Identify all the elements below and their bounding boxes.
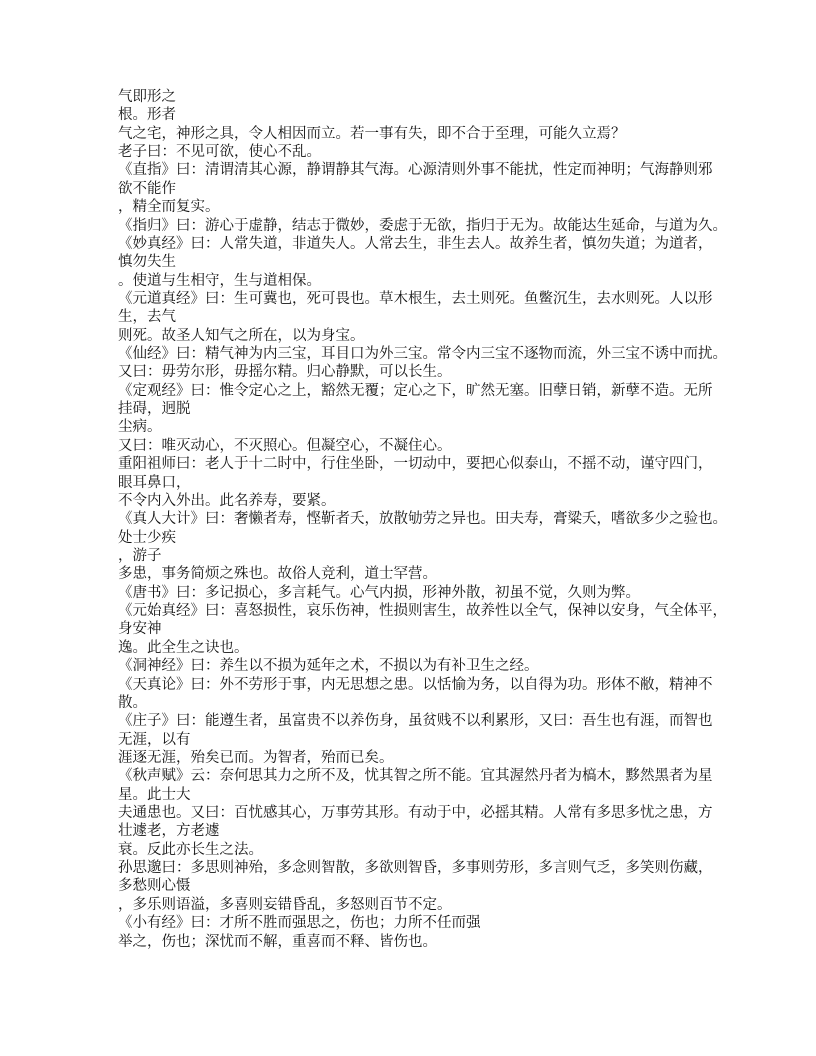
text-line: 举之，伤也；深忧而不解，重喜而不释、皆伤也。: [118, 933, 437, 950]
text-line: 挂碍，迥脱: [118, 401, 191, 418]
text-line: 不令内入外出。此名养寿，要紧。: [118, 492, 336, 509]
text-line: 欲不能作: [118, 180, 176, 197]
text-line: 《妙真经》曰：人常失道，非道失人。人常去生，非生去人。故养生者，慎勿失道；为道者，: [118, 235, 713, 252]
document-body: [118, 88, 727, 951]
text-line: 《仙经》曰：精气神为内三宝，耳目口为外三宝。常令内三宝不逐物而流，外三宝不诱中而扰。: [118, 346, 727, 363]
text-line: 《洞神经》曰：养生以不损为延年之术，不损以为有补卫生之经。: [118, 658, 539, 675]
text-line: 多患，事务简烦之殊也。故俗人竞利，道士罕营。: [118, 566, 437, 583]
text-line: 《真人大计》曰：奢懒者寿，悭靳者夭，放散劬劳之异也。田夫寿，膏粱夭，嗜欲多少之验也。: [118, 511, 727, 528]
text-line: 气之宅，神形之具，令人相因而立。若一事有失，即不合于至理，可能久立焉？: [118, 125, 626, 142]
text-line: 《定观经》曰：惟令定心之上，豁然无覆；定心之下，旷然无塞。旧孽日销，新孽不造。无所: [118, 382, 713, 399]
text-line: 生，去气: [118, 309, 176, 326]
text-line: 衰。反此亦长生之法。: [118, 841, 263, 858]
text-line: 处士少疾: [118, 529, 176, 546]
text-line: 根。形者: [118, 107, 176, 124]
text-line: 夫通患也。又曰：百忧感其心，万事劳其形。有动于中，必摇其精。人常有多思多忧之患，方: [118, 805, 713, 822]
text-line: 《天真论》曰：外不劳形于事，内无思想之患。以恬愉为务，以自得为功。形体不敝，精神不: [118, 676, 713, 693]
text-line: 无涯，以有: [118, 731, 191, 748]
text-line: 重阳祖师曰：老人于十二时中，行住坐卧，一切动中，要把心似泰山，不摇不动，谨守四门，: [118, 456, 713, 473]
text-line: 尘病。: [118, 419, 162, 436]
text-line: 慎勿失生: [118, 254, 176, 271]
text-line: 《指归》曰：游心于虚静，结志于微妙，委虑于无欲，指归于无为。故能达生延命，与道为久。: [118, 217, 727, 234]
text-line: 《小有经》曰：才所不胜而强思之，伤也；力所不任而强: [118, 915, 481, 932]
text-line: 《元道真经》曰：生可冀也，死可畏也。草木根生，去土则死。鱼鳖沉生，去水则死。人以形: [118, 290, 713, 307]
text-line: 身安神: [118, 621, 162, 638]
text-line: 又曰：唯灭动心，不灭照心。但凝空心，不凝住心。: [118, 437, 452, 454]
text-line: 。使道与生相守，生与道相保。: [118, 272, 321, 289]
text-line: 孙思邈曰：多思则神殆，多念则智散，多欲则智昏，多事则劳形，多言则气乏，多笑则伤藏，: [118, 860, 713, 877]
text-line: 又曰：毋劳尔形，毋摇尔精。归心静默，可以长生。: [118, 364, 452, 381]
text-line: 星。此士大: [118, 786, 191, 803]
text-line: 《元始真经》曰：喜怒损性，哀乐伤神，性损则害生，故养性以全气，保神以安身，气全体平，: [118, 603, 727, 620]
text-line: ，多乐则语溢，多喜则妄错昏乱，多怒则百节不定。: [118, 896, 452, 913]
text-line: 《庄子》曰：能遵生者，虽富贵不以养伤身，虽贫贱不以利累形，又曰：吾生也有涯，而智也: [118, 713, 713, 730]
text-line: 《直指》曰：清谓清其心源，静谓静其气海。心源清则外事不能扰，性定而神明；气海静则邪: [118, 162, 713, 179]
text-line: 散。: [118, 694, 147, 711]
text-line: 壮遽老，方老遽: [118, 823, 220, 840]
text-line: 眼耳鼻口，: [118, 474, 191, 491]
text-line: 《唐书》曰：多记损心，多言耗气。心气内损，形神外散，初虽不觉，久则为弊。: [118, 584, 640, 601]
text-line: 多愁则心慑: [118, 878, 191, 895]
text-line: 气即形之: [118, 89, 176, 105]
text-line: ，精全而复实。: [118, 199, 220, 216]
text-line: 涯逐无涯，殆矣已而。为智者，殆而已矣。: [118, 749, 394, 766]
text-line: 老子曰：不见可欲，使心不乱。: [118, 144, 321, 161]
text-line: ，游子: [118, 547, 162, 564]
text-line: 逸。此全生之诀也。: [118, 639, 249, 656]
text-line: 则死。故圣人知气之所在，以为身宝。: [118, 327, 365, 344]
text-line: 《秋声赋》云：奈何思其力之所不及，忧其智之所不能。宜其渥然丹者为槁木，黟然黑者为星: [118, 768, 713, 785]
